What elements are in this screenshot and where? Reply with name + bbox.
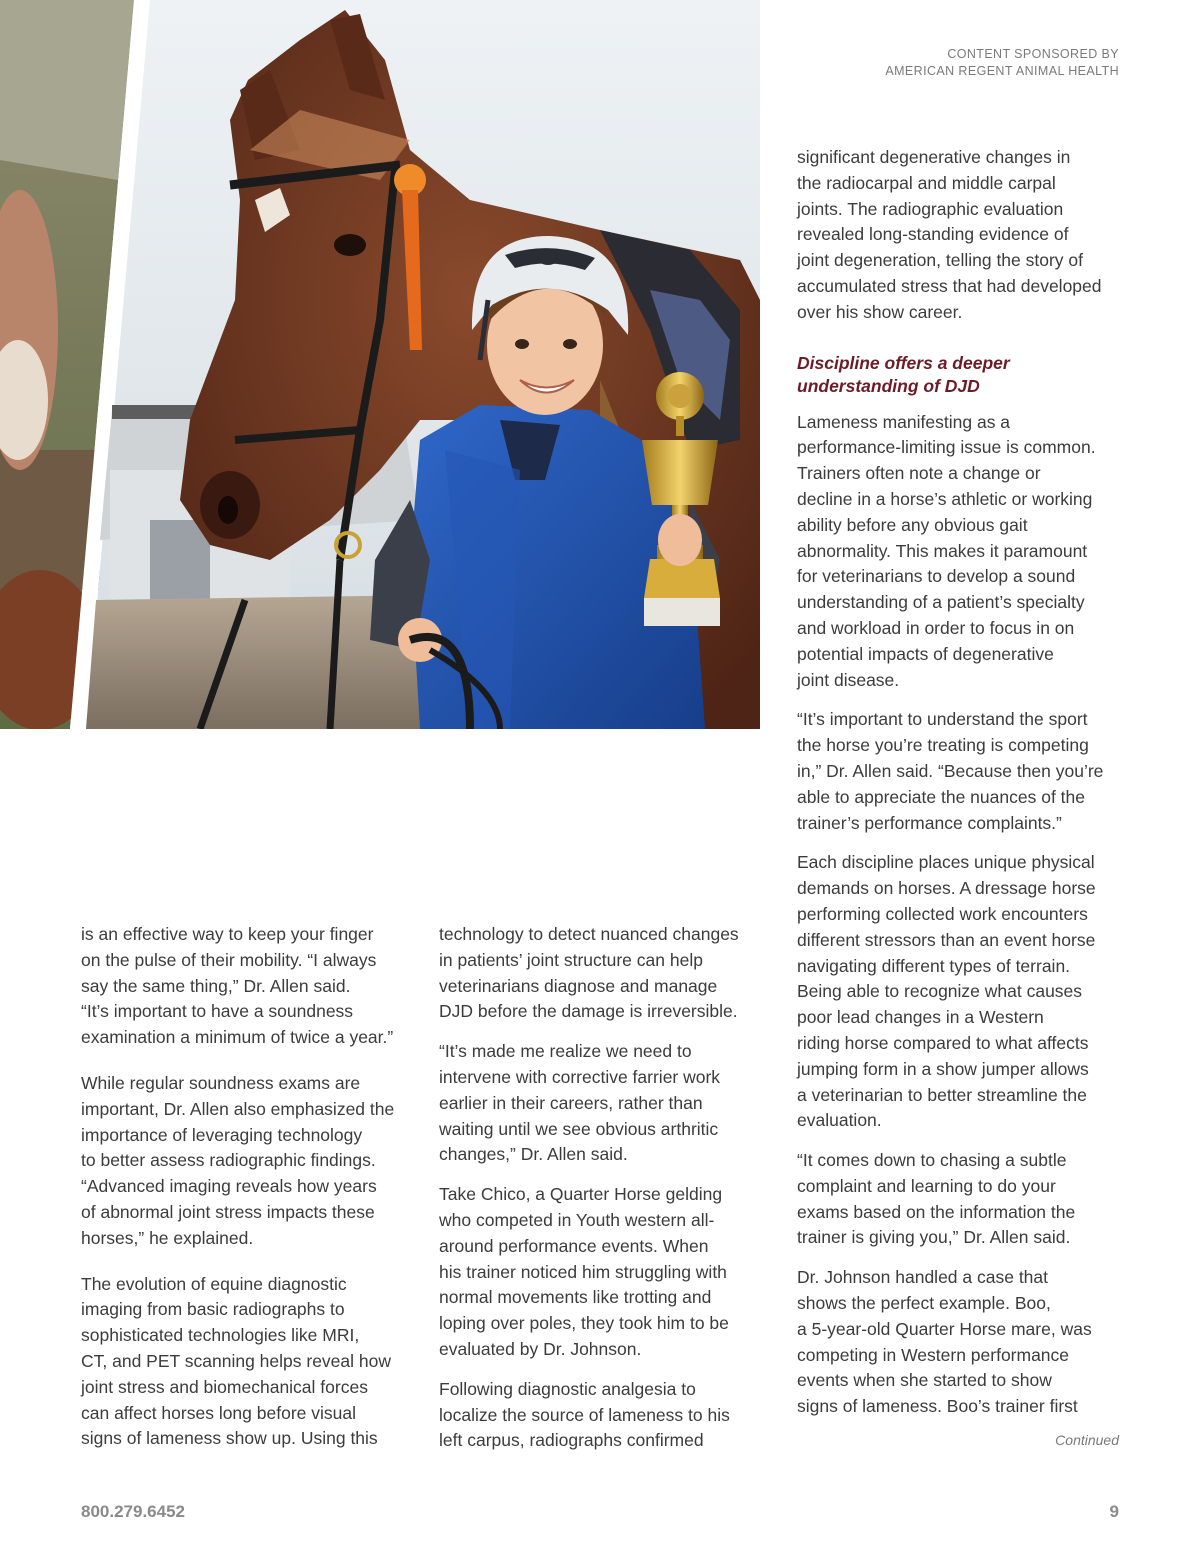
section-heading: Discipline offers a deeper understanding of DJD	[797, 352, 1010, 396]
paragraph: “It’s made me realize we need to intervene with corrective farrier work earlier in their careers, rather than waiting until we see obvious arthritic changes,” Dr. Allen said.	[439, 1041, 721, 1165]
page-number: 9	[1109, 1502, 1119, 1521]
sponsor-line-1: CONTENT SPONSORED BY	[947, 47, 1119, 61]
paragraph: “It comes down to chasing a subtle complaint and learning to do your exams based on the information the trainer is giving you,” Dr. Allen said.	[797, 1150, 1076, 1248]
sponsor-credit	[885, 46, 1119, 80]
sponsor-line-2: AMERICAN REGENT ANIMAL HEALTH	[885, 64, 1119, 78]
paragraph: While regular soundness exams are important, Dr. Allen also emphasized the importance of leveraging technology to better assess radiographic findings. “Advanced imaging reveals how years of abnormal joint stress impacts these horses,” he explained.	[81, 1072, 395, 1248]
paragraph: is an effective way to keep your finger on the pulse of their mobility. “I always say the same thing,” Dr. Allen said. “It’s important to have a soundness examination a minimum of twice a year.”	[81, 924, 394, 1048]
paragraph: Following diagnostic analgesia to localize the source of lameness to his left carpus, radiographs confirmed	[439, 1378, 730, 1451]
continued-label: Continued	[1055, 1432, 1119, 1448]
photo-girl-with-horse-and-trophy-icon	[0, 0, 760, 729]
paragraph: Each discipline places unique physical demands on horses. A dressage horse performing collected work encounters different stressors than an event horse navigating different types of terrain. Being able to recognize what causes poor lead changes in a Western riding horse compared to what affects jumping form in a show jumper allows a veterinarian to better streamline the evaluation.	[797, 852, 1096, 1131]
paragraph: Take Chico, a Quarter Horse gelding who competed in Youth western all- around performance events. When his trainer noticed him struggling with normal movements like trotting and loping over poles, they took him to be evaluated by Dr. Johnson.	[439, 1184, 729, 1359]
paragraph: Dr. Johnson handled a case that shows the perfect example. Boo, a 5-year-old Quarter Horse mare, was competing in Western performance events when she started to show signs of lameness. Boo’s trainer first	[797, 1267, 1092, 1417]
paragraph: “It’s important to understand the sport the horse you’re treating is competing in,” Dr. Allen said. “Because then you’re able to appreciate the nuances of the trainer’s performance complaints.”	[797, 709, 1104, 833]
paragraph: The evolution of equine diagnostic imaging from basic radiographs to sophisticated technologies like MRI, CT, and PET scanning helps reveal how joint stress and biomechanical forces can affect horses long before visual signs of lameness show up. Using this	[81, 1273, 391, 1449]
text-column-right	[797, 145, 1127, 1434]
footer-phone-number: 800.279.6452	[81, 1502, 185, 1521]
paragraph: Lameness manifesting as a performance-limiting issue is common. Trainers often note a change or decline in a horse’s athletic or working ability before any obvious gait abnormality. This makes it paramount for veterinarians to develop a sound understanding of a patient’s specialty and workload in order to focus in on potential impacts of degenerative joint disease.	[797, 411, 1096, 690]
paragraph: technology to detect nuanced changes in patients’ joint structure can help veterinarians diagnose and manage DJD before the damage is irreversible.	[439, 924, 739, 1022]
text-column-middle	[439, 922, 769, 1468]
paragraph: significant degenerative changes in the radiocarpal and middle carpal joints. The radiographic evaluation revealed long-standing evidence of joint degeneration, telling the story of accumulated stress that had developed over his show career.	[797, 147, 1102, 322]
text-column-left	[81, 922, 411, 1472]
hero-photo	[0, 0, 760, 729]
